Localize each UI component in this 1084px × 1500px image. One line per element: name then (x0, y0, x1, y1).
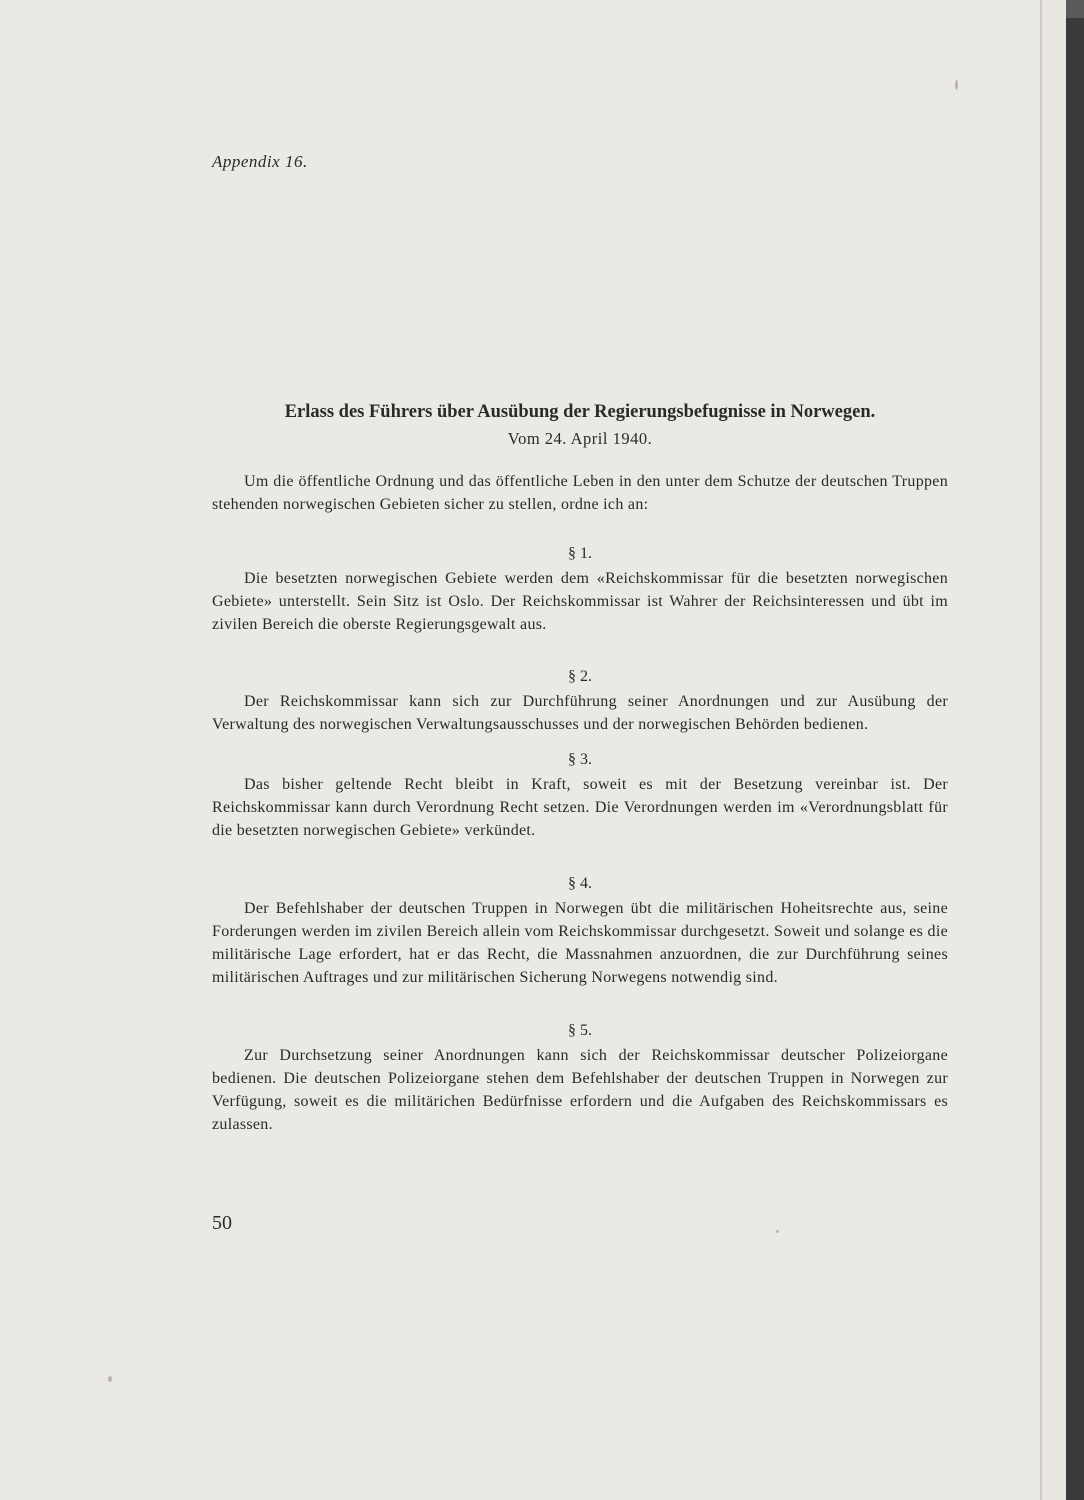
appendix-label: Appendix 16. (212, 152, 308, 171)
section-3-text: Das bisher geltende Recht bleibt in Kraft, soweit es mit der Besetzung vereinbar ist. Der Reichskommissar kann durch Verordnung Recht setzen. Die Verordnungen werden im «Verordnungsblatt für die besetzten norwegischen Gebiete» verkündet. (212, 776, 948, 839)
section-5-text: Zur Durchsetzung seiner Anordnungen kann sich der Reichskommissar deutscher Polizeiorgane bedienen. Die deutschen Polizeiorgane stehen dem Befehlshaber der deutschen Truppen in Norwegen zur Verfügung, soweit es die militärichen Bedürfnisse erfordern und die Aufgaben des Reichskommissars es zulassen. (212, 1047, 948, 1133)
decree-title: Erlass des Führers über Ausübung der Regierungsbefugnisse in Norwegen. (284, 402, 876, 422)
adjacent-page-strip (1042, 0, 1066, 1500)
decree-date: Vom 24. April 1940. (507, 429, 653, 448)
paper-speck (776, 1230, 779, 1233)
paper-speck (108, 1376, 112, 1382)
section-4-text: Der Befehlshaber der deutschen Truppen in Norwegen übt die militärischen Hoheitsrechte aus, seine Forderungen werden im zivilen Bereich allein vom Reichskommissar durchgesetzt. Soweit und solange es die militärische Lage erfordert, hat er das Recht, die Massnahmen anzuordnen, die zur Durchführung seines militärischen Auftrages und zur militärischen Sicherung Norwegens notwendig sind. (212, 900, 948, 986)
preamble-paragraph: Um die öffentliche Ordnung und das öffentliche Leben in den unter dem Schutze der deutschen Truppen stehenden norwegischen Gebieten sicher zu stellen, ordne ich an: (212, 473, 948, 513)
section-3-heading: § 3. (568, 751, 592, 768)
section-1-text: Die besetzten norwegischen Gebiete werden dem «Reichskommissar für die besetzten norwegischen Gebiete» unterstellt. Sein Sitz ist Oslo. Der Reichskommissar ist Wahrer der Reichsinteressen und übt im zivilen Bereich die oberste Regierungsgewalt aus. (212, 570, 948, 633)
section-1-heading: § 1. (568, 545, 592, 562)
section-4-heading: § 4. (568, 875, 592, 892)
paper-speck (955, 80, 958, 90)
binding-corner (1066, 0, 1084, 18)
section-5-heading: § 5. (568, 1022, 592, 1039)
section-2-text: Der Reichskommissar kann sich zur Durchführung seiner Anordnungen und zur Ausübung der Verwaltung des norwegischen Verwaltungsausschusses und der norwegischen Behörden bedienen. (212, 693, 948, 733)
decree-content (212, 398, 948, 1136)
book-binding (1066, 0, 1084, 1500)
page-number: 50 (212, 1212, 232, 1234)
section-2-heading: § 2. (568, 668, 592, 685)
